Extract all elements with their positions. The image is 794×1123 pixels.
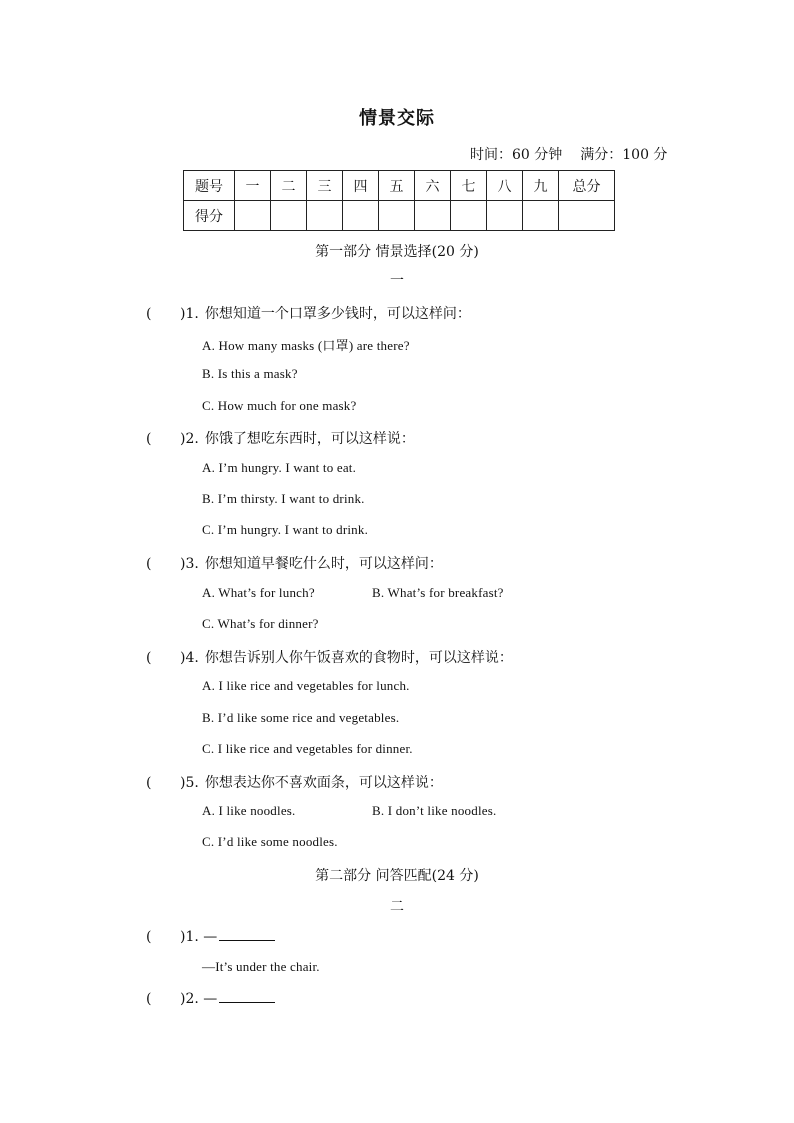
- score-cell: [343, 201, 379, 231]
- option-c: C. I like rice and vegetables for dinner.: [202, 741, 413, 756]
- score-cell: [379, 201, 415, 231]
- answer-bracket: (: [146, 306, 152, 322]
- question-text: 你想知道早餐吃什么时，可以这样问：: [204, 556, 443, 572]
- part2-question-2: [146, 990, 275, 1007]
- option-c: C. I’m hungry. I want to drink.: [202, 522, 369, 537]
- question-1: [146, 303, 471, 323]
- question-2: [146, 428, 415, 448]
- score-header-cell: 总分: [559, 171, 615, 201]
- question-number: )4.: [180, 650, 199, 666]
- part1-heading: 第一部分 情景选择(20 分): [315, 244, 479, 260]
- option-a: A. I’m hungry. I want to eat.: [202, 460, 357, 475]
- question-number: )2. —: [180, 991, 218, 1007]
- question-number: )2.: [180, 431, 199, 447]
- score-header-cell: 五: [379, 171, 415, 201]
- score-header-cell: 一: [235, 171, 271, 201]
- answer-bracket: (: [146, 929, 152, 945]
- full-marks: 满分：100 分: [580, 147, 668, 163]
- score-header-cell: 二: [271, 171, 307, 201]
- question-text: 你想告诉别人你午饭喜欢的食物时，可以这样说：: [204, 650, 513, 666]
- score-cell: [523, 201, 559, 231]
- time-limit: 时间：60 分钟: [470, 147, 563, 163]
- question-4: [146, 647, 513, 667]
- page-title: 情景交际: [359, 108, 435, 129]
- score-header-cell: 九: [523, 171, 559, 201]
- score-header-cell: 七: [451, 171, 487, 201]
- score-header-cell: 八: [487, 171, 523, 201]
- question-5: [146, 772, 443, 792]
- part2-roman: 二: [390, 899, 404, 915]
- answer-bracket: (: [146, 431, 152, 447]
- score-cell: [451, 201, 487, 231]
- answer-blank[interactable]: [219, 990, 275, 1003]
- score-cell: [271, 201, 307, 231]
- score-cell: [559, 201, 615, 231]
- score-cell: [235, 201, 271, 231]
- option-b: B. I’d like some rice and vegetables.: [202, 710, 400, 725]
- question-text: 你想表达你不喜欢面条，可以这样说：: [204, 775, 443, 791]
- score-cell: [415, 201, 451, 231]
- score-table-score-row: [184, 201, 615, 231]
- question-number: )5.: [180, 775, 199, 791]
- score-table-header-row: [184, 171, 615, 201]
- option-a: A. What’s for lunch?: [202, 585, 315, 600]
- option-c: C. How much for one mask?: [202, 398, 357, 413]
- score-header-cell: 六: [415, 171, 451, 201]
- option-b: B. I don’t like noodles.: [372, 803, 497, 818]
- response-line: —It’s under the chair.: [202, 959, 320, 974]
- score-cell: [307, 201, 343, 231]
- answer-bracket: (: [146, 775, 152, 791]
- score-header-cell: 题号: [184, 171, 235, 201]
- score-table: [183, 170, 615, 231]
- question-number: )1.: [180, 306, 199, 322]
- option-b: B. Is this a mask?: [202, 366, 298, 381]
- part2-question-1: [146, 928, 275, 945]
- question-text: 你想知道一个口罩多少钱时，可以这样问：: [204, 306, 471, 322]
- option-b: B. I’m thirsty. I want to drink.: [202, 491, 365, 506]
- option-c: C. What’s for dinner?: [202, 616, 319, 631]
- question-text: 你饿了想吃东西时，可以这样说：: [204, 431, 415, 447]
- answer-bracket: (: [146, 991, 152, 1007]
- score-header-cell: 三: [307, 171, 343, 201]
- score-header-cell: 四: [343, 171, 379, 201]
- question-number: )1. —: [180, 929, 218, 945]
- option-a: A. I like noodles.: [202, 803, 296, 818]
- score-row-label: 得分: [184, 201, 235, 231]
- option-a: A. How many masks (口罩) are there?: [202, 338, 410, 353]
- option-c: C. I’d like some noodles.: [202, 834, 338, 849]
- option-b: B. What’s for breakfast?: [372, 585, 504, 600]
- score-cell: [487, 201, 523, 231]
- option-a: A. I like rice and vegetables for lunch.: [202, 678, 410, 693]
- answer-blank[interactable]: [219, 928, 275, 941]
- answer-bracket: (: [146, 556, 152, 572]
- part2-heading: 第二部分 问答匹配(24 分): [315, 868, 479, 884]
- question-number: )3.: [180, 556, 199, 572]
- part1-roman: 一: [390, 273, 404, 289]
- question-3: [146, 553, 443, 573]
- exam-meta: [470, 144, 667, 164]
- answer-bracket: (: [146, 650, 152, 666]
